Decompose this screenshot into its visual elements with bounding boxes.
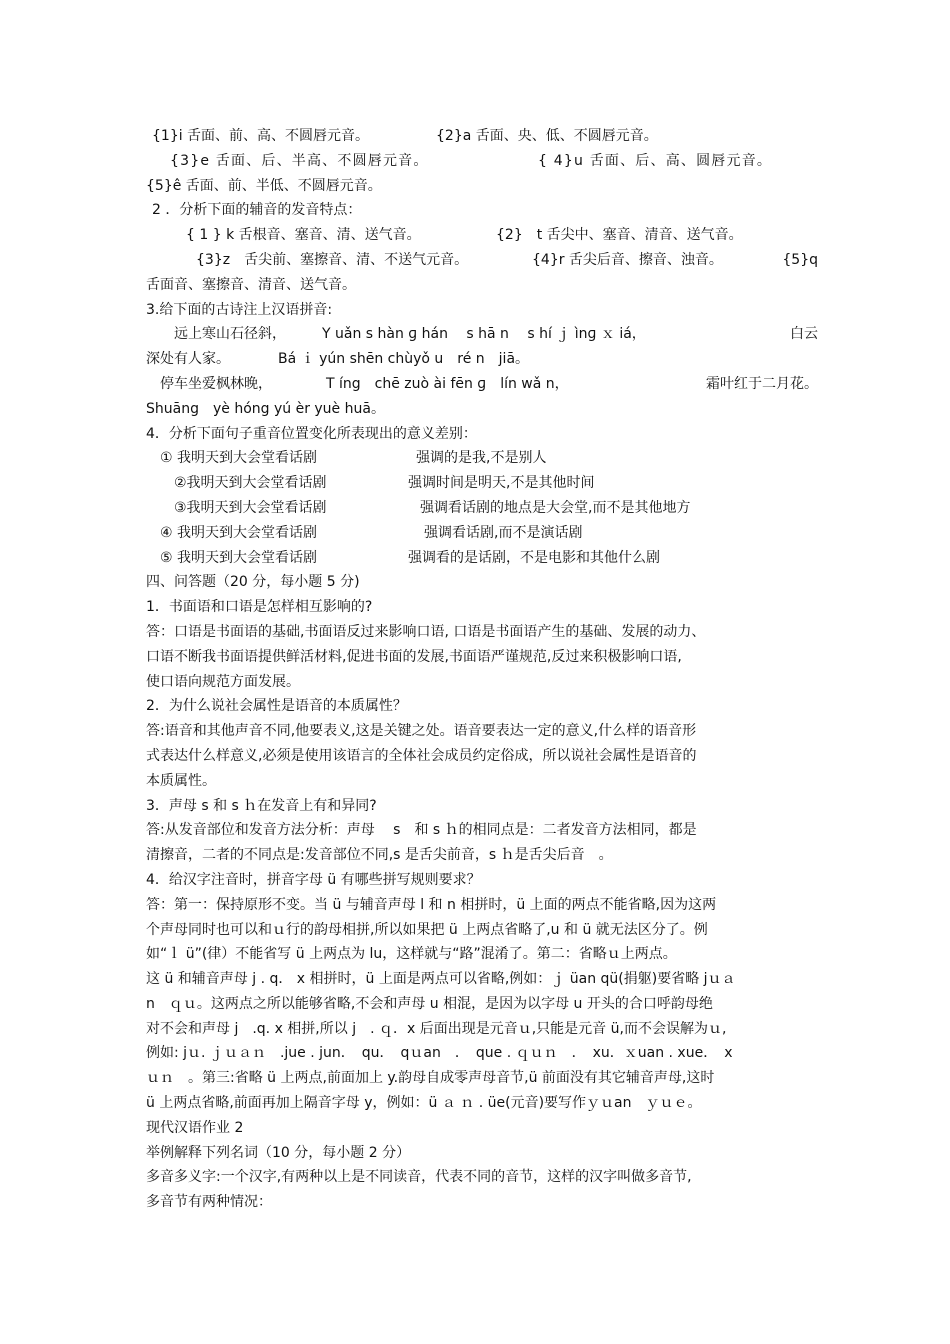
text-line (146, 719, 818, 744)
text-line (146, 868, 818, 893)
text-line (146, 372, 818, 397)
text-line (146, 1190, 818, 1215)
section-heading (146, 1116, 818, 1141)
text-line (146, 744, 818, 769)
text-line (146, 992, 818, 1017)
text-line (146, 918, 818, 943)
text-line (146, 471, 818, 496)
line-segment: 口语不断我书面语提供鲜活材料,促进书面的发展,书面语严谨规范,反过来积极影响口语, (146, 648, 682, 665)
text-line (146, 942, 818, 967)
line-segment: 答:从发音部位和发音方法分析：声母 s 和 s ｈ的相同点是：二者发音方法相同，都是 (146, 822, 697, 839)
line-segment: 4．分析下面句子重音位置变化所表现出的意义差别： (146, 425, 477, 442)
line-segment: T íng chē zuò ài fēn ɡ lín wǎ n， (326, 375, 569, 392)
line-segment: ⑤ 我明天到大会堂看话剧 (160, 549, 318, 566)
line-segment: 这 ü 和辅音声母 j . q． x 相拼时，ü 上面是两点可以省略,例如：ｊ üan qü(捐躯)要省略 jｕａ (146, 971, 736, 988)
text-line (146, 521, 818, 546)
line-segment: {4}r 舌尖后音、擦音、浊音。 (532, 251, 723, 268)
line-segment: ① 我明天到大会堂看话剧 (160, 450, 318, 467)
text-line (146, 694, 818, 719)
document-page (146, 124, 818, 1215)
text-line (146, 967, 818, 992)
line-segment: 个声母同时也可以和ｕ行的韵母相拼,所以如果把 ü 上两点省略了,u 和 ü 就无法区分了。例 (146, 921, 708, 938)
text-line (146, 570, 818, 595)
text-line (146, 397, 818, 422)
line-segment: ②我明天到大会堂看话剧 (174, 475, 327, 492)
text-line (146, 620, 818, 645)
text-line (146, 670, 818, 695)
text-line (146, 1091, 818, 1116)
line-segment: 例如: jｕ. ｊｕａｎ .jue . jun． qu． qｕan ． que . ｑｕｎ ． xu．ｘuan . xue． x (146, 1045, 733, 1062)
line-segment: 停车坐爱枫林晚， (160, 375, 272, 392)
line-segment: 1．书面语和口语是怎样相互影响的? (146, 599, 373, 616)
text-line (146, 1141, 818, 1166)
text-line (146, 595, 818, 620)
line-segment: 现代汉语作业 2 (146, 1119, 244, 1136)
line-segment: 3.给下面的古诗注上汉语拼音: (146, 301, 333, 318)
text-line (146, 496, 818, 521)
line-segment: 本质属性。 (146, 772, 216, 789)
line-segment: 深处有人家。 (146, 351, 230, 368)
line-segment: 2．为什么说社会属性是语音的本质属性？ (146, 698, 407, 715)
line-segment: { 1 } k 舌根音、塞音、清、送气音。 (186, 227, 421, 244)
text-line (146, 223, 818, 248)
line-segment: {5}ê 舌面、前、半低、不圆唇元音。 (146, 177, 382, 194)
line-segment: 霜叶红于二月花。 (706, 375, 818, 392)
text-line (146, 1041, 818, 1066)
text-line (146, 1017, 818, 1042)
line-segment: 四、问答题（20 分，每小题 5 分) (146, 574, 360, 591)
line-segment: Shuāng yè hóng yú èr yuè huā。 (146, 400, 385, 417)
text-line (146, 1066, 818, 1091)
line-segment: 清擦音，二者的不同点是:发音部位不同,s 是舌尖前音，s ｈ是舌尖后音 。 (146, 847, 613, 864)
line-segment: 对不会和声母 j .q. x 相拼,所以 j . ｑ．x 后面出现是元音ｕ,只能是元音 ü,而不会误解为ｕ, (146, 1020, 727, 1037)
line-segment: 2 ．分析下面的辅音的发音特点： (152, 202, 362, 219)
line-segment: 使口语向规范方面发展。 (146, 673, 300, 690)
line-segment: 答:语音和其他声音不同,他要表义,这是关键之处。语音要表达一定的意义,什么样的语音形 (146, 723, 697, 740)
text-line (146, 248, 818, 273)
line-segment: ü 上两点省略,前面再加上隔音字母 y，例如：ü ａ ｎ . üe(元音)要写作ｙｕan ｙｕｅ。 (146, 1095, 702, 1112)
text-line (146, 124, 818, 149)
line-segment: {5}q (782, 251, 818, 268)
line-segment: ③我明天到大会堂看话剧 (174, 499, 327, 516)
line-segment: {2}a 舌面、央、低、不圆唇元音。 (436, 128, 658, 144)
line-segment: 强调的是我,不是别人 (416, 450, 547, 467)
line-segment: Bá ｉ yún shēn chùyǒ u ré n jiā。 (278, 351, 530, 368)
line-segment: 答：第一：保持原形不变。当 ü 与辅音声母 l 和 n 相拼时，ü 上面的两点不能省略,因为这两 (146, 896, 717, 913)
line-segment: 式表达什么样意义,必须是使用该语言的全体社会成员约定俗成，所以说社会属性是语音的 (146, 747, 697, 764)
text-line (146, 198, 818, 223)
line-segment: {3}e 舌面、后、半高、不圆唇元音。 (170, 152, 429, 169)
line-segment: 答：口语是书面语的基础,书面语反过来影响口语, 口语是书面语产生的基础、发展的动力、 (146, 623, 706, 640)
line-segment: 白云 (790, 326, 818, 343)
line-segment: ④ 我明天到大会堂看话剧 (160, 524, 318, 541)
line-segment: 强调时间是明天,不是其他时间 (408, 475, 595, 492)
line-segment: 强调看话剧,而不是演话剧 (424, 524, 583, 541)
line-segment: 远上寒山石径斜， (174, 326, 286, 343)
line-segment: 3．声母 s 和 s ｈ在发音上有和异同? (146, 797, 377, 814)
text-line (146, 149, 818, 174)
text-line (146, 422, 818, 447)
line-segment: 强调看的是话剧，不是电影和其他什么剧 (408, 549, 660, 566)
line-segment: n ｑｕ。这两点之所以能够省略,不会和声母 u 相混，是因为以字母 u 开头的合口呼韵母绝 (146, 995, 713, 1012)
text-line (146, 546, 818, 571)
text-line (146, 174, 818, 199)
text-line (146, 1165, 818, 1190)
text-line (146, 794, 818, 819)
text-line (146, 818, 818, 843)
line-segment: 如“ｌ ü”(律）不能省写 ü 上两点为 lu，这样就与“路”混淆了。第二：省略ｕ上两点。 (146, 946, 677, 963)
line-segment: 举例解释下列名词（10 分，每小题 2 分） (146, 1144, 411, 1161)
text-line (146, 645, 818, 670)
line-segment: 强调看话剧的地点是大会堂,而不是其他地方 (420, 499, 691, 516)
text-line (146, 769, 818, 794)
text-line (146, 347, 818, 372)
text-line (146, 843, 818, 868)
line-segment: Y uǎn s hàn ɡ hán s hā n s hí ｊ ìnɡ ｘ iá， (322, 326, 646, 343)
text-line (146, 298, 818, 323)
line-segment: ｕｎ 。第三:省略 ü 上两点,前面加上 y.韵母自成零声母音节,ü 前面没有其它辅音声母,这时 (146, 1070, 715, 1087)
text-line (146, 893, 818, 918)
line-segment: 多音节有两种情况： (146, 1194, 272, 1211)
line-segment: {3}z 舌尖前、塞擦音、清、不送气元音。 (196, 251, 469, 268)
text-line (146, 322, 818, 347)
line-segment: {2} t 舌尖中、塞音、清音、送气音。 (496, 227, 743, 244)
text-line (146, 273, 818, 298)
line-segment: 多音多义字:一个汉字,有两种以上是不同读音，代表不同的音节，这样的汉字叫做多音节, (146, 1169, 692, 1186)
line-segment: { 4}u 舌面、后、高、圆唇元音。 (538, 152, 773, 169)
line-segment: 舌面音、塞擦音、清音、送气音。 (146, 276, 356, 293)
line-segment: 4．给汉字注音时，拼音字母 ü 有哪些拼写规则要求？ (146, 871, 481, 888)
text-line (146, 446, 818, 471)
line-segment: {1}i 舌面、前、高、不圆唇元音。 (152, 128, 370, 144)
